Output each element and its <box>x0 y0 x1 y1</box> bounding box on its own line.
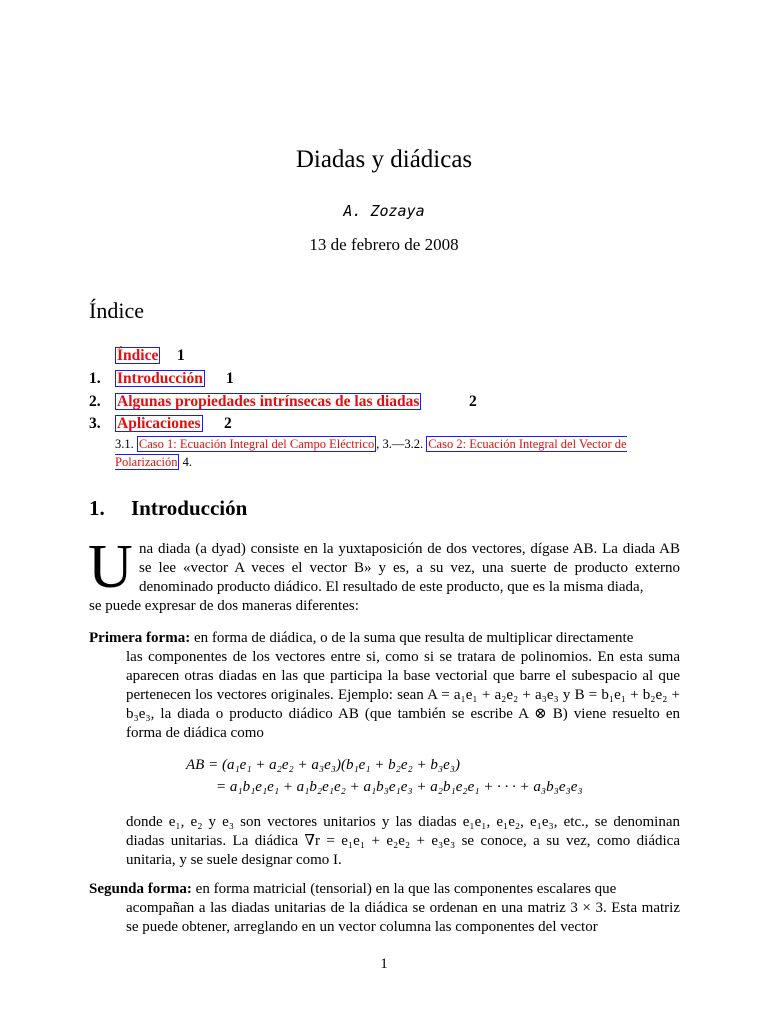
section-number: 1. <box>89 496 105 520</box>
toc-subsections <box>115 435 681 471</box>
section-title: Introducción <box>131 496 248 520</box>
section-heading-introduccion <box>89 496 247 521</box>
primera-forma-body: las componentes de los vectores entre si, como si se tratara de polinomios. En esta suma aparecen otras diadas en las que participa la base vectorial que barre el subespacio al que pertenecen los vectores originales. Ejemplo: sean A = a₁e₁ + a₂e₂ + a₃e₃ y B = b₁e₁ + b₂e₂ + b₃e₃, la diada o producto diádico AB (que también se escribe A ⊗ B) viene resuelto en forma de diádica como <box>126 649 680 741</box>
toc-page: 2 <box>224 415 232 432</box>
segunda-forma-first-text: en forma matricial (tensorial) en la que las componentes escalares que <box>195 881 617 897</box>
toc-page: 1 <box>177 347 185 364</box>
toc-link-caso-2[interactable]: Caso 2: Ecuación Integral del Vector de Polarización <box>115 437 627 469</box>
intro-paragraph-end: se puede expresar de dos maneras diferentes: <box>89 598 359 614</box>
donde-paragraph: donde e₁, e₂ y e₃ son vectores unitarios y las diadas e₁e₁, e₁e₂, e₁e₃, etc., se denominan diadas unitarias. La diádica ∇r = e₁e₁ + e₂e₂ + e₃e₃ se conoce, a su vez, como diádica unitaria, y se suele designar como I. <box>126 814 680 868</box>
toc-link-aplicaciones[interactable]: Aplicaciones <box>117 415 201 432</box>
toc-link-indice[interactable]: Índice <box>117 347 159 364</box>
subsection-number: 3.1. <box>115 437 134 451</box>
equation-line-2: = a₁b₁e₁e₁ + a₁b₂e₁e₂ + a₁b₃e₁e₃ + a₂b₁e₂e₁ + · · · + a₃b₃e₃e₃ <box>216 779 583 795</box>
document-title: Diadas y diádicas <box>295 146 473 173</box>
primera-forma-first-text: en forma de diádica, o de la suma que resulta de multiplicar directamente <box>193 630 634 646</box>
toc-number: 2. <box>89 393 101 410</box>
drop-cap: U <box>88 533 133 601</box>
document-author: A. Zozaya <box>343 202 425 220</box>
segunda-forma-first-line <box>89 880 680 899</box>
segunda-forma-label: Segunda forma: <box>89 881 192 897</box>
document-date: 13 de febrero de 2008 <box>309 235 459 254</box>
toc-page: 2 <box>469 393 477 410</box>
page-number: 1 <box>380 956 388 972</box>
primera-forma-first-line <box>89 629 680 648</box>
toc-heading: Índice <box>89 298 144 323</box>
toc-link-caso-1[interactable]: Caso 1: Ecuación Integral del Campo Eléctrico <box>138 437 375 451</box>
toc-number: 1. <box>89 370 101 387</box>
primera-forma-label: Primera forma: <box>89 630 191 646</box>
toc-link-introduccion[interactable]: Introducción <box>117 370 203 387</box>
toc-number: 3. <box>89 415 101 432</box>
intro-paragraph: na diada (a dyad) consiste en la yuxtaposición de dos vectores, dígase AB. La diada AB se lee «vector A veces el vector B» y es, a su vez, una suerte de producto externo denominado producto diádico. El resultado de este producto, que es la misma diada, <box>139 541 680 595</box>
equation-line-1: AB = (a₁e₁ + a₂e₂ + a₃e₃)(b₁e₁ + b₂e₂ + b₃e₃) <box>186 757 460 773</box>
subsection-separator: , 3.—3.2. <box>376 437 424 451</box>
toc-page: 1 <box>226 370 234 387</box>
segunda-forma-body: acompañan a las diadas unitarias de la diádica se ordenan en una matriz 3 × 3. Esta matriz se puede obtener, arreglando en un vector columna las componentes del vector <box>126 900 680 935</box>
toc-link-propiedades[interactable]: Algunas propiedades intrínsecas de las diadas <box>117 393 420 410</box>
subsection-page: 4. <box>182 455 192 469</box>
